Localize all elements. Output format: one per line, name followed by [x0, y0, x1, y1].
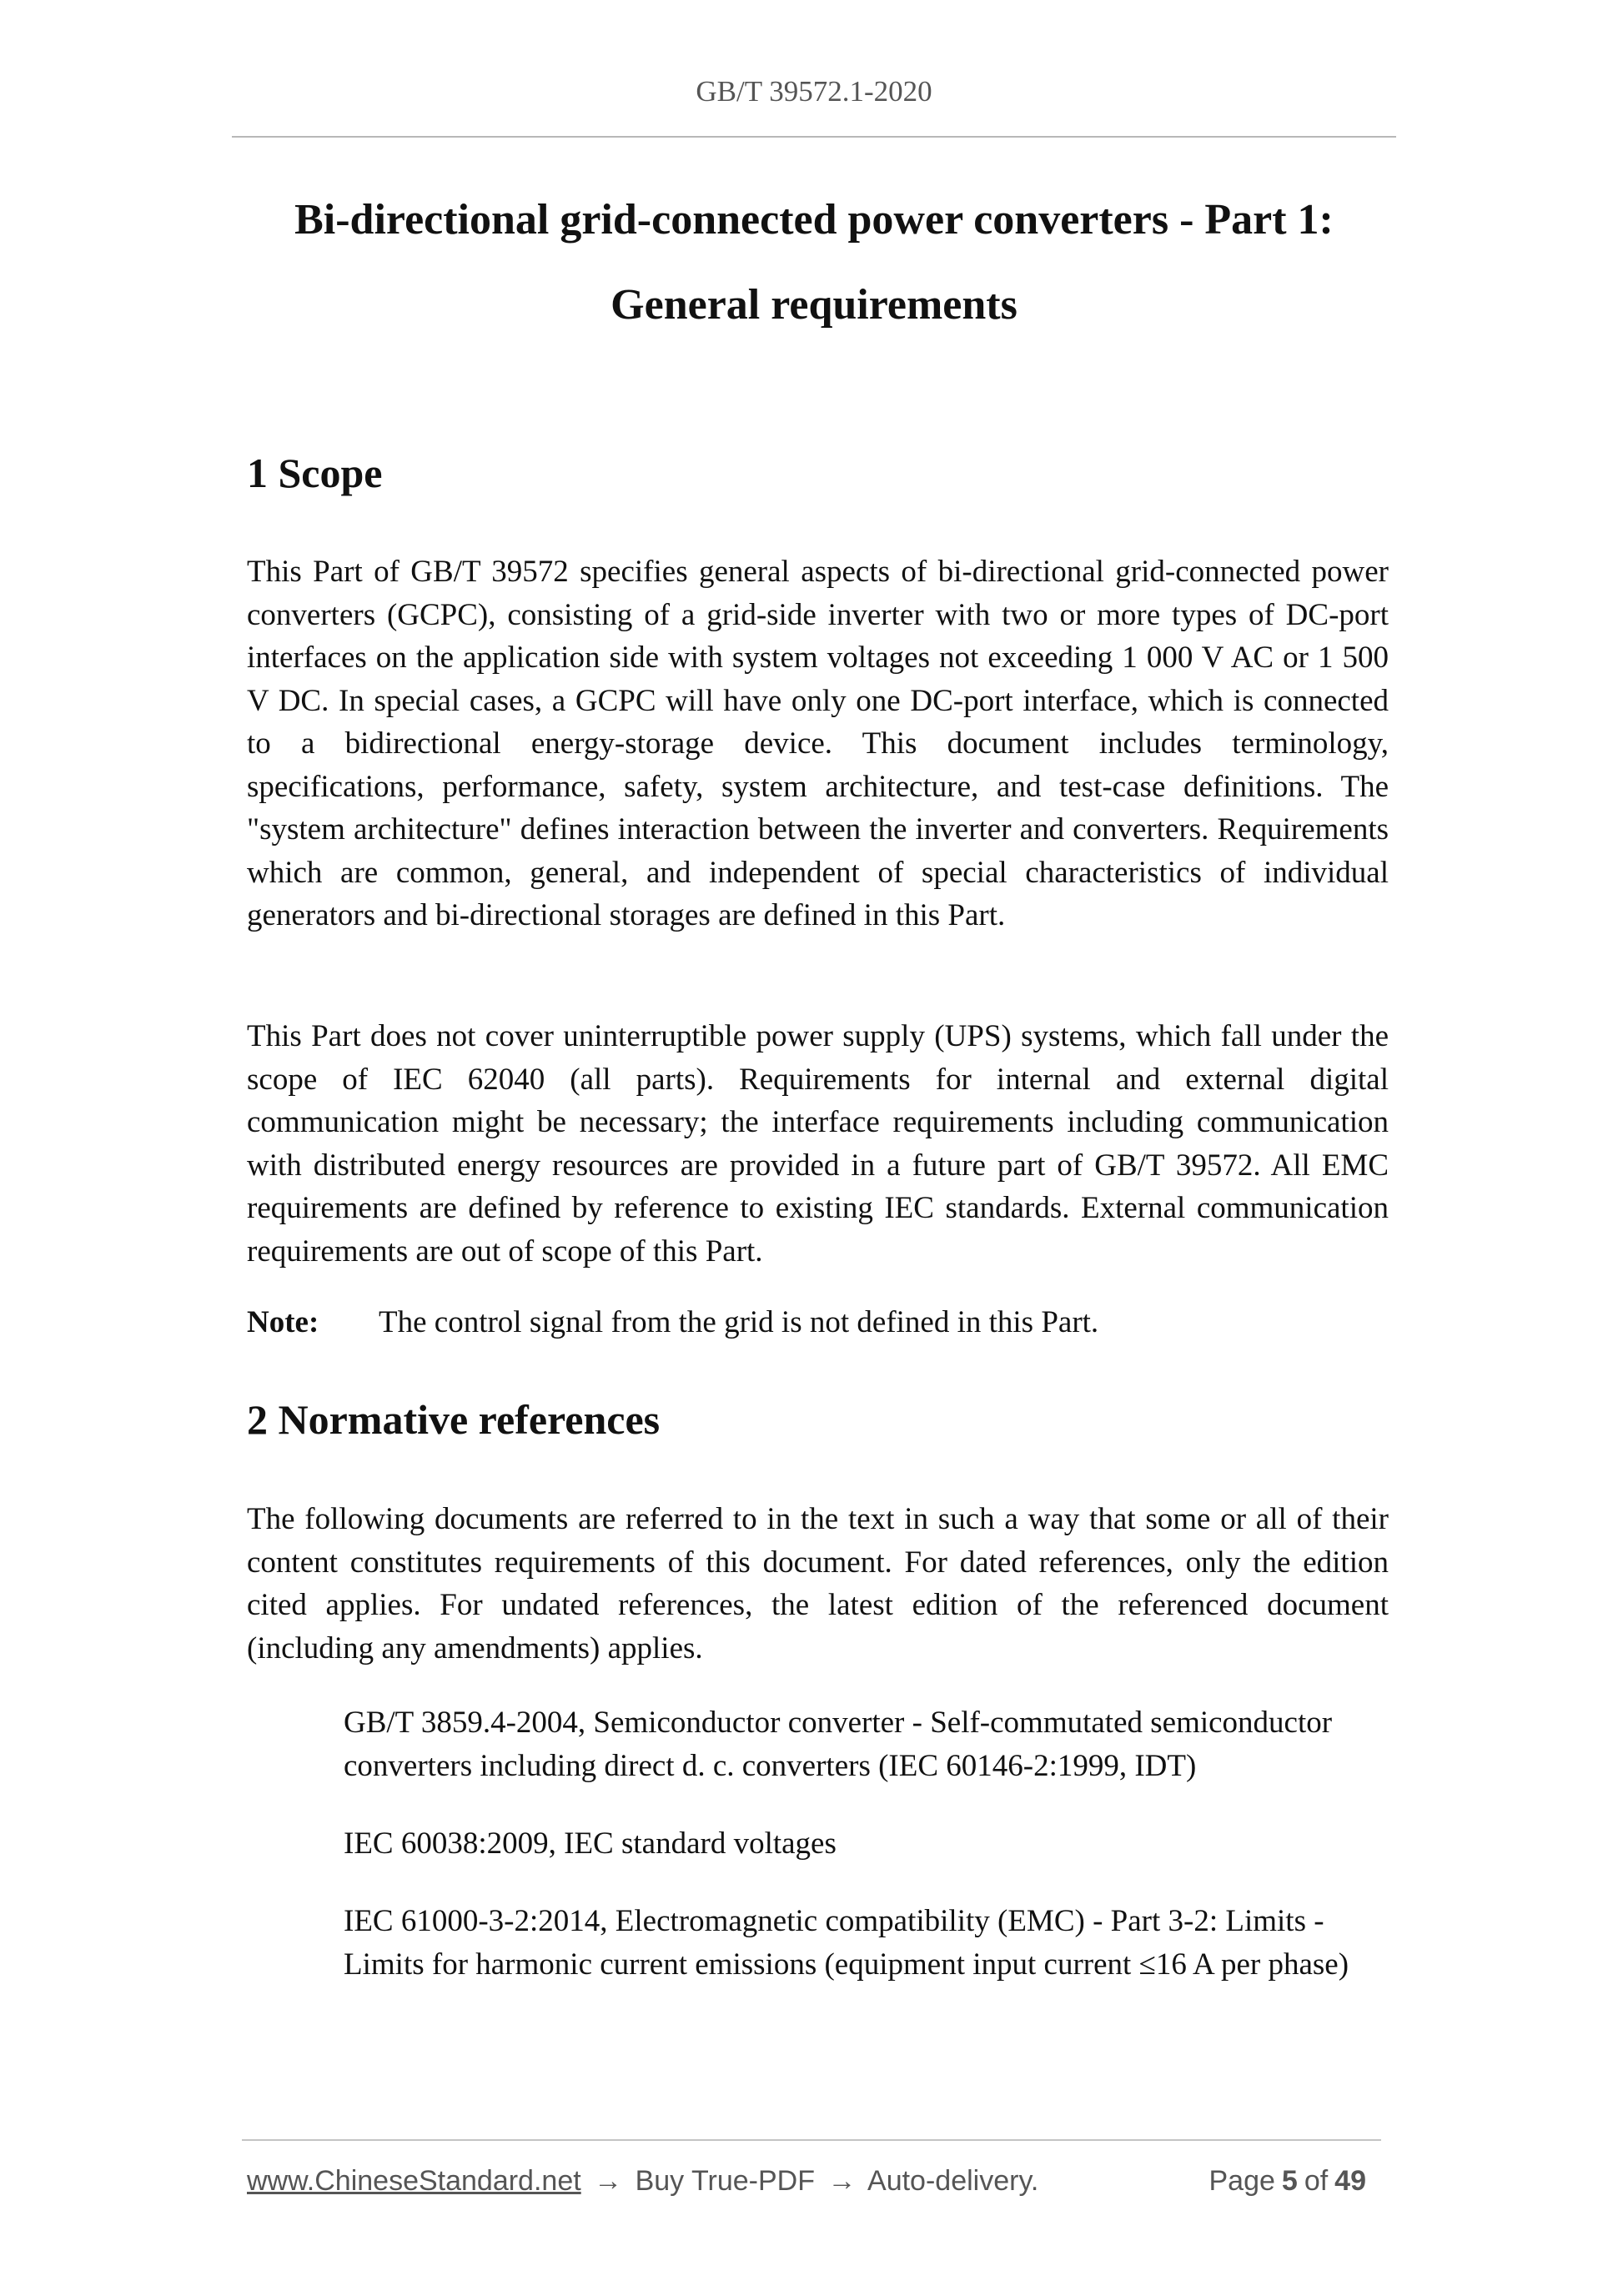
page-footer	[247, 2160, 1381, 2202]
note-label: Note:	[247, 1305, 319, 1339]
reference-item: GB/T 3859.4-2004, Semiconductor converter - Self-commutated semiconductor converters including direct d. c. converters (IEC 60146-2:1999, IDT)	[344, 1706, 1333, 1783]
arrow-right-icon: →	[594, 2165, 623, 2197]
page-number	[1208, 2160, 1373, 2202]
site-link[interactable]: www.ChineseStandard.net	[247, 2165, 581, 2197]
scope-note	[247, 1301, 1389, 1344]
document-title-line-1: Bi-directional grid-connected power converters - Part 1:	[294, 196, 1334, 244]
page-of-label: of	[1304, 2165, 1329, 2197]
header-divider	[232, 136, 1396, 138]
document-header-id: GB/T 39572.1-2020	[696, 75, 932, 108]
document-title-line-2: General requirements	[611, 281, 1018, 329]
page-current: 5	[1281, 2165, 1298, 2197]
reference-item: IEC 61000-3-2:2014, Electromagnetic compatibility (EMC) - Part 3-2: Limits - Limits for harmonic current emissions (equipment input current ≤16 A per phase)	[344, 1904, 1349, 1982]
note-text: The control signal from the grid is not defined in this Part.	[379, 1305, 1099, 1339]
section-heading-normative-references: 2 Normative references	[247, 1396, 661, 1443]
scope-paragraph-1: This Part of GB/T 39572 specifies general aspects of bi-directional grid-connected power converters (GCPC), consisting of a grid-side inverter with two or more types of DC-port interfaces on the application side with system voltages not exceeding 1 000 V AC or 1 500 V DC. In special cases, a GCPC will have only one DC-port interface, which is connected to a bidirectional energy-storage device. This document includes terminology, specifications, performance, safety, system architecture, and test-case definitions. The "system architecture" defines interaction between the inverter and converters. Requirements which are common, general, and independent of special characteristics of individual generators and bi-directional storages are defined in this Part.	[247, 555, 1389, 932]
scope-paragraph-2: This Part does not cover uninterruptible power supply (UPS) systems, which fall under the scope of IEC 62040 (all parts). Requirements for internal and external digital communication might be necessary; the interface requirements including communication with distributed energy resources are provided in a future part of GB/T 39572. All EMC requirements are defined by reference to existing IEC standards. External communication requirements are out of scope of this Part.	[247, 1019, 1389, 1269]
arrow-right-icon: →	[827, 2165, 857, 2197]
auto-delivery-text: Auto-delivery.	[867, 2165, 1039, 2197]
reference-item: IEC 60038:2009, IEC standard voltages	[344, 1826, 837, 1861]
footer-divider	[242, 2139, 1381, 2141]
page-total: 49	[1334, 2165, 1366, 2197]
references-intro-paragraph: The following documents are referred to in the text in such a way that some or all of their content constitutes requirements of this document. For dated references, only the edition cited applies. For undated references, the latest edition of the referenced document (including any amendments) applies.	[247, 1502, 1389, 1665]
section-heading-scope: 1 Scope	[247, 450, 383, 496]
page-label: Page	[1208, 2165, 1275, 2197]
buy-true-pdf-text: Buy True-PDF	[635, 2165, 815, 2197]
